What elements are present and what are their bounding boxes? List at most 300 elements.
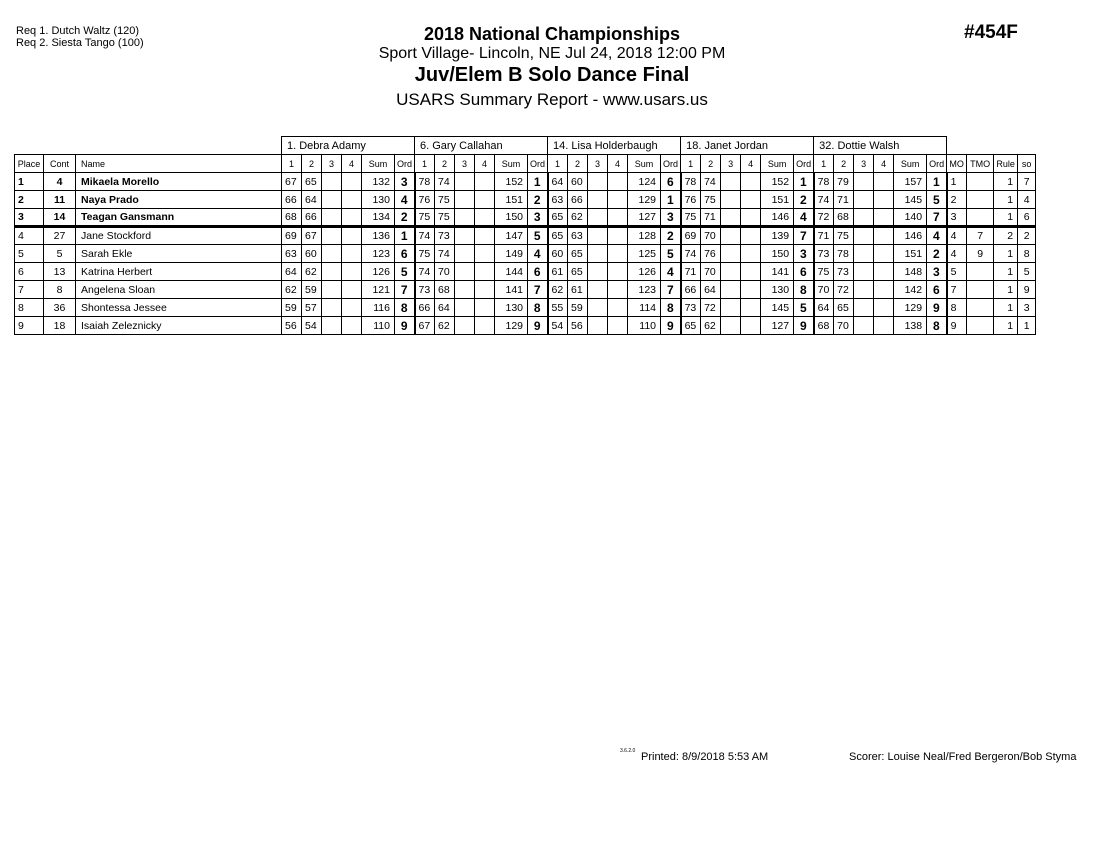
score-cell: 60	[302, 245, 322, 263]
requirements-list	[16, 25, 144, 49]
ordinal-cell: 6	[395, 245, 415, 263]
column-header-sum: Sum	[761, 155, 794, 173]
ordinal-cell: 7	[395, 281, 415, 299]
score-cell: 68	[834, 209, 854, 227]
score-cell: 74	[415, 263, 435, 281]
score-cell	[322, 173, 342, 191]
judge-name: 1. Debra Adamy	[282, 137, 415, 155]
ordinal-cell: 1	[661, 191, 681, 209]
score-cell	[721, 227, 741, 245]
skater-name-cell: Angelena Sloan	[76, 281, 282, 299]
score-cell: 73	[814, 245, 834, 263]
score-cell	[721, 263, 741, 281]
mo-cell: 5	[947, 263, 967, 281]
score-cell: 56	[282, 317, 302, 335]
column-header-ord: Ord	[794, 155, 814, 173]
score-cell: 61	[548, 263, 568, 281]
score-cell	[741, 173, 761, 191]
so-cell: 6	[1018, 209, 1036, 227]
sum-cell: 150	[495, 209, 528, 227]
place-cell: 2	[15, 191, 44, 209]
score-cell	[874, 263, 894, 281]
ordinal-cell: 7	[927, 209, 947, 227]
score-cell: 60	[568, 173, 588, 191]
table-row	[15, 263, 1036, 281]
sum-cell: 134	[362, 209, 395, 227]
table-row	[15, 173, 1036, 191]
ordinal-cell: 7	[528, 281, 548, 299]
score-cell: 60	[548, 245, 568, 263]
score-cell	[854, 245, 874, 263]
ordinal-cell: 6	[661, 173, 681, 191]
tmo-cell	[967, 317, 994, 335]
score-cell: 75	[814, 263, 834, 281]
ordinal-cell: 3	[927, 263, 947, 281]
score-cell	[741, 245, 761, 263]
ordinal-cell: 7	[661, 281, 681, 299]
mo-cell: 9	[947, 317, 967, 335]
score-cell: 67	[415, 317, 435, 335]
score-cell: 78	[814, 173, 834, 191]
score-cell	[342, 209, 362, 227]
score-cell	[475, 245, 495, 263]
score-cell: 76	[681, 191, 701, 209]
score-cell	[475, 209, 495, 227]
mo-cell: 2	[947, 191, 967, 209]
sum-cell: 151	[761, 191, 794, 209]
software-version: 3.6.2.0	[620, 748, 636, 754]
ordinal-cell: 2	[794, 191, 814, 209]
score-cell: 73	[681, 299, 701, 317]
score-cell	[874, 227, 894, 245]
column-header-score: 2	[701, 155, 721, 173]
score-cell: 61	[568, 281, 588, 299]
score-cell: 65	[568, 263, 588, 281]
skater-name-cell: Katrina Herbert	[76, 263, 282, 281]
tmo-cell	[967, 281, 994, 299]
score-cell: 66	[681, 281, 701, 299]
score-cell	[874, 281, 894, 299]
sum-cell: 151	[894, 245, 927, 263]
score-cell: 62	[568, 209, 588, 227]
score-cell: 70	[701, 227, 721, 245]
column-header-score: 4	[608, 155, 628, 173]
score-cell	[741, 227, 761, 245]
column-header-score: 1	[415, 155, 435, 173]
score-cell	[874, 317, 894, 335]
column-header-score: 2	[568, 155, 588, 173]
sum-cell: 129	[894, 299, 927, 317]
sum-cell: 144	[495, 263, 528, 281]
score-cell: 54	[548, 317, 568, 335]
score-cell	[588, 245, 608, 263]
score-cell: 72	[701, 299, 721, 317]
score-cell	[342, 263, 362, 281]
table-row	[15, 317, 1036, 335]
sum-cell: 130	[761, 281, 794, 299]
judge-header-row	[15, 137, 1036, 155]
score-cell: 70	[834, 317, 854, 335]
score-cell: 75	[415, 209, 435, 227]
score-cell: 63	[568, 227, 588, 245]
ordinal-cell: 3	[661, 209, 681, 227]
score-cell: 75	[415, 245, 435, 263]
column-header-ord: Ord	[528, 155, 548, 173]
score-cell: 78	[415, 173, 435, 191]
sum-cell: 129	[495, 317, 528, 335]
score-cell	[721, 281, 741, 299]
tmo-cell: 7	[967, 227, 994, 245]
score-cell: 69	[681, 227, 701, 245]
score-cell: 74	[435, 245, 455, 263]
sum-cell: 152	[495, 173, 528, 191]
score-cell: 66	[415, 299, 435, 317]
tmo-cell	[967, 263, 994, 281]
score-cell	[342, 245, 362, 263]
score-cell	[588, 299, 608, 317]
contestant-number-cell: 4	[44, 173, 76, 191]
score-cell: 67	[302, 227, 322, 245]
score-cell	[854, 281, 874, 299]
table-row	[15, 227, 1036, 245]
ordinal-cell: 7	[794, 227, 814, 245]
report-subtitle: USARS Summary Report - www.usars.us	[396, 90, 708, 109]
place-cell: 9	[15, 317, 44, 335]
score-cell	[475, 281, 495, 299]
rule-cell: 1	[994, 263, 1018, 281]
sum-cell: 142	[894, 281, 927, 299]
score-cell: 62	[435, 317, 455, 335]
column-header-score: 3	[588, 155, 608, 173]
score-cell	[854, 263, 874, 281]
ordinal-cell: 1	[395, 227, 415, 245]
sum-cell: 140	[894, 209, 927, 227]
score-cell	[322, 227, 342, 245]
place-cell: 6	[15, 263, 44, 281]
score-cell: 64	[814, 299, 834, 317]
score-cell	[455, 317, 475, 335]
score-cell: 64	[435, 299, 455, 317]
ordinal-cell: 3	[528, 209, 548, 227]
ordinal-cell: 5	[661, 245, 681, 263]
score-cell: 64	[548, 173, 568, 191]
so-cell: 8	[1018, 245, 1036, 263]
mo-cell: 8	[947, 299, 967, 317]
judge-name: 18. Janet Jordan	[681, 137, 814, 155]
column-header-tmo: TMO	[967, 155, 994, 173]
score-cell: 56	[568, 317, 588, 335]
column-header-score: 2	[834, 155, 854, 173]
contestant-number-cell: 36	[44, 299, 76, 317]
score-cell: 62	[302, 263, 322, 281]
score-cell	[854, 227, 874, 245]
sum-cell: 125	[628, 245, 661, 263]
column-header-score: 4	[342, 155, 362, 173]
scorer-names: Scorer: Louise Neal/Fred Bergeron/Bob Styma	[849, 751, 1077, 763]
score-cell: 59	[302, 281, 322, 299]
so-cell: 3	[1018, 299, 1036, 317]
ordinal-cell: 1	[794, 173, 814, 191]
ordinal-cell: 1	[528, 173, 548, 191]
score-cell	[721, 299, 741, 317]
score-cell: 75	[435, 191, 455, 209]
score-cell	[322, 299, 342, 317]
rule-cell: 1	[994, 173, 1018, 191]
column-header-sum: Sum	[894, 155, 927, 173]
score-cell	[475, 299, 495, 317]
score-cell: 66	[302, 209, 322, 227]
rule-cell: 1	[994, 299, 1018, 317]
score-cell: 71	[834, 191, 854, 209]
score-cell	[455, 245, 475, 263]
sum-cell: 136	[362, 227, 395, 245]
score-cell	[342, 227, 362, 245]
score-cell: 59	[282, 299, 302, 317]
ordinal-cell: 8	[528, 299, 548, 317]
contestant-number-cell: 5	[44, 245, 76, 263]
score-cell	[322, 317, 342, 335]
spacer-cell	[947, 137, 1036, 155]
ordinal-cell: 5	[794, 299, 814, 317]
mo-cell: 4	[947, 227, 967, 245]
so-cell: 1	[1018, 317, 1036, 335]
score-cell	[608, 227, 628, 245]
score-cell	[608, 191, 628, 209]
contestant-number-cell: 11	[44, 191, 76, 209]
ordinal-cell: 8	[794, 281, 814, 299]
place-cell: 1	[15, 173, 44, 191]
skater-name-cell: Jane Stockford	[76, 227, 282, 245]
event-number: #454F	[964, 22, 1018, 43]
ordinal-cell: 5	[395, 263, 415, 281]
score-cell	[455, 227, 475, 245]
score-cell	[322, 263, 342, 281]
place-cell: 8	[15, 299, 44, 317]
sum-cell: 127	[628, 209, 661, 227]
score-cell	[588, 227, 608, 245]
score-cell: 55	[548, 299, 568, 317]
sum-cell: 146	[761, 209, 794, 227]
place-cell: 3	[15, 209, 44, 227]
score-cell: 70	[435, 263, 455, 281]
column-header-ord: Ord	[927, 155, 947, 173]
score-cell: 71	[814, 227, 834, 245]
ordinal-cell: 3	[794, 245, 814, 263]
ordinal-cell: 2	[528, 191, 548, 209]
score-cell	[608, 263, 628, 281]
column-header-score: 3	[854, 155, 874, 173]
score-cell	[741, 209, 761, 227]
score-cell	[741, 281, 761, 299]
score-cell: 70	[701, 263, 721, 281]
contestant-number-cell: 27	[44, 227, 76, 245]
score-cell: 75	[681, 209, 701, 227]
column-header-row	[15, 155, 1036, 173]
score-cell: 65	[548, 227, 568, 245]
score-cell: 64	[302, 191, 322, 209]
score-cell	[588, 281, 608, 299]
ordinal-cell: 9	[661, 317, 681, 335]
tmo-cell	[967, 299, 994, 317]
rule-cell: 1	[994, 191, 1018, 209]
score-cell	[455, 263, 475, 281]
ordinal-cell: 9	[794, 317, 814, 335]
ordinal-cell: 5	[528, 227, 548, 245]
contestant-number-cell: 13	[44, 263, 76, 281]
score-cell	[608, 245, 628, 263]
score-cell: 70	[814, 281, 834, 299]
sum-cell: 147	[495, 227, 528, 245]
score-cell	[455, 281, 475, 299]
score-cell: 65	[568, 245, 588, 263]
score-cell	[874, 209, 894, 227]
sum-cell: 152	[761, 173, 794, 191]
score-cell	[854, 209, 874, 227]
ordinal-cell: 8	[395, 299, 415, 317]
results-table	[14, 136, 1036, 335]
score-cell	[721, 191, 741, 209]
score-cell	[342, 281, 362, 299]
score-cell	[741, 263, 761, 281]
ordinal-cell: 8	[661, 299, 681, 317]
ordinal-cell: 4	[927, 227, 947, 245]
score-cell	[475, 173, 495, 191]
so-cell: 2	[1018, 227, 1036, 245]
ordinal-cell: 1	[927, 173, 947, 191]
sum-cell: 150	[761, 245, 794, 263]
score-cell: 78	[834, 245, 854, 263]
requirement-1: Req 1. Dutch Waltz (120)	[16, 25, 140, 37]
score-cell: 79	[834, 173, 854, 191]
score-cell: 66	[282, 191, 302, 209]
score-cell: 75	[834, 227, 854, 245]
sum-cell: 138	[894, 317, 927, 335]
column-header-rule: Rule	[994, 155, 1018, 173]
score-cell: 62	[548, 281, 568, 299]
rule-cell: 1	[994, 281, 1018, 299]
column-header-score: 1	[282, 155, 302, 173]
ordinal-cell: 2	[395, 209, 415, 227]
rule-cell: 1	[994, 317, 1018, 335]
score-cell	[741, 299, 761, 317]
score-cell	[342, 299, 362, 317]
score-cell	[854, 317, 874, 335]
ordinal-cell: 9	[395, 317, 415, 335]
sum-cell: 110	[628, 317, 661, 335]
sum-cell: 145	[894, 191, 927, 209]
judge-name: 32. Dottie Walsh	[814, 137, 947, 155]
column-header-mo: MO	[947, 155, 967, 173]
column-header-so: so	[1018, 155, 1036, 173]
rule-cell: 1	[994, 245, 1018, 263]
tmo-cell	[967, 209, 994, 227]
score-cell: 74	[681, 245, 701, 263]
ordinal-cell: 6	[927, 281, 947, 299]
score-cell: 74	[415, 227, 435, 245]
sum-cell: 123	[628, 281, 661, 299]
table-row	[15, 245, 1036, 263]
score-cell: 72	[834, 281, 854, 299]
column-header-place: Place	[15, 155, 44, 173]
mo-cell: 7	[947, 281, 967, 299]
printed-timestamp: Printed: 8/9/2018 5:53 AM	[641, 751, 769, 763]
skater-name-cell: Isaiah Zeleznicky	[76, 317, 282, 335]
score-cell	[608, 317, 628, 335]
judge-name: 6. Gary Callahan	[415, 137, 548, 155]
sum-cell: 139	[761, 227, 794, 245]
score-cell: 76	[415, 191, 435, 209]
column-header-score: 1	[814, 155, 834, 173]
sum-cell: 114	[628, 299, 661, 317]
score-cell: 71	[681, 263, 701, 281]
mo-cell: 3	[947, 209, 967, 227]
column-header-score: 3	[721, 155, 741, 173]
ordinal-cell: 4	[794, 209, 814, 227]
sum-cell: 146	[894, 227, 927, 245]
score-cell	[322, 281, 342, 299]
sum-cell: 149	[495, 245, 528, 263]
contestant-number-cell: 14	[44, 209, 76, 227]
sum-cell: 141	[761, 263, 794, 281]
so-cell: 9	[1018, 281, 1036, 299]
column-header-score: 1	[681, 155, 701, 173]
score-cell: 73	[415, 281, 435, 299]
ordinal-cell: 4	[395, 191, 415, 209]
score-cell: 63	[282, 245, 302, 263]
score-cell	[342, 191, 362, 209]
column-header-sum: Sum	[495, 155, 528, 173]
skater-name-cell: Naya Prado	[76, 191, 282, 209]
ordinal-cell: 6	[528, 263, 548, 281]
so-cell: 4	[1018, 191, 1036, 209]
sum-cell: 141	[495, 281, 528, 299]
column-header-score: 2	[302, 155, 322, 173]
mo-cell: 1	[947, 173, 967, 191]
score-cell: 59	[568, 299, 588, 317]
score-cell: 75	[435, 209, 455, 227]
score-cell: 73	[435, 227, 455, 245]
so-cell: 7	[1018, 173, 1036, 191]
table-row	[15, 209, 1036, 227]
judge-name: 14. Lisa Holderbaugh	[548, 137, 681, 155]
score-cell	[741, 317, 761, 335]
score-cell: 68	[282, 209, 302, 227]
ordinal-cell: 2	[927, 245, 947, 263]
score-cell	[322, 245, 342, 263]
place-cell: 5	[15, 245, 44, 263]
table-row	[15, 281, 1036, 299]
score-cell	[608, 299, 628, 317]
contestant-number-cell: 8	[44, 281, 76, 299]
sum-cell: 127	[761, 317, 794, 335]
column-header-sum: Sum	[362, 155, 395, 173]
score-cell	[588, 317, 608, 335]
mo-cell: 4	[947, 245, 967, 263]
score-cell: 68	[435, 281, 455, 299]
spacer-cell	[15, 137, 282, 155]
score-cell	[342, 317, 362, 335]
tmo-cell	[967, 191, 994, 209]
column-header-ord: Ord	[661, 155, 681, 173]
column-header-name: Name	[76, 155, 282, 173]
score-cell	[322, 209, 342, 227]
ordinal-cell: 8	[927, 317, 947, 335]
score-cell: 65	[834, 299, 854, 317]
score-cell: 65	[548, 209, 568, 227]
column-header-score: 4	[475, 155, 495, 173]
ordinal-cell: 9	[528, 317, 548, 335]
so-cell: 5	[1018, 263, 1036, 281]
